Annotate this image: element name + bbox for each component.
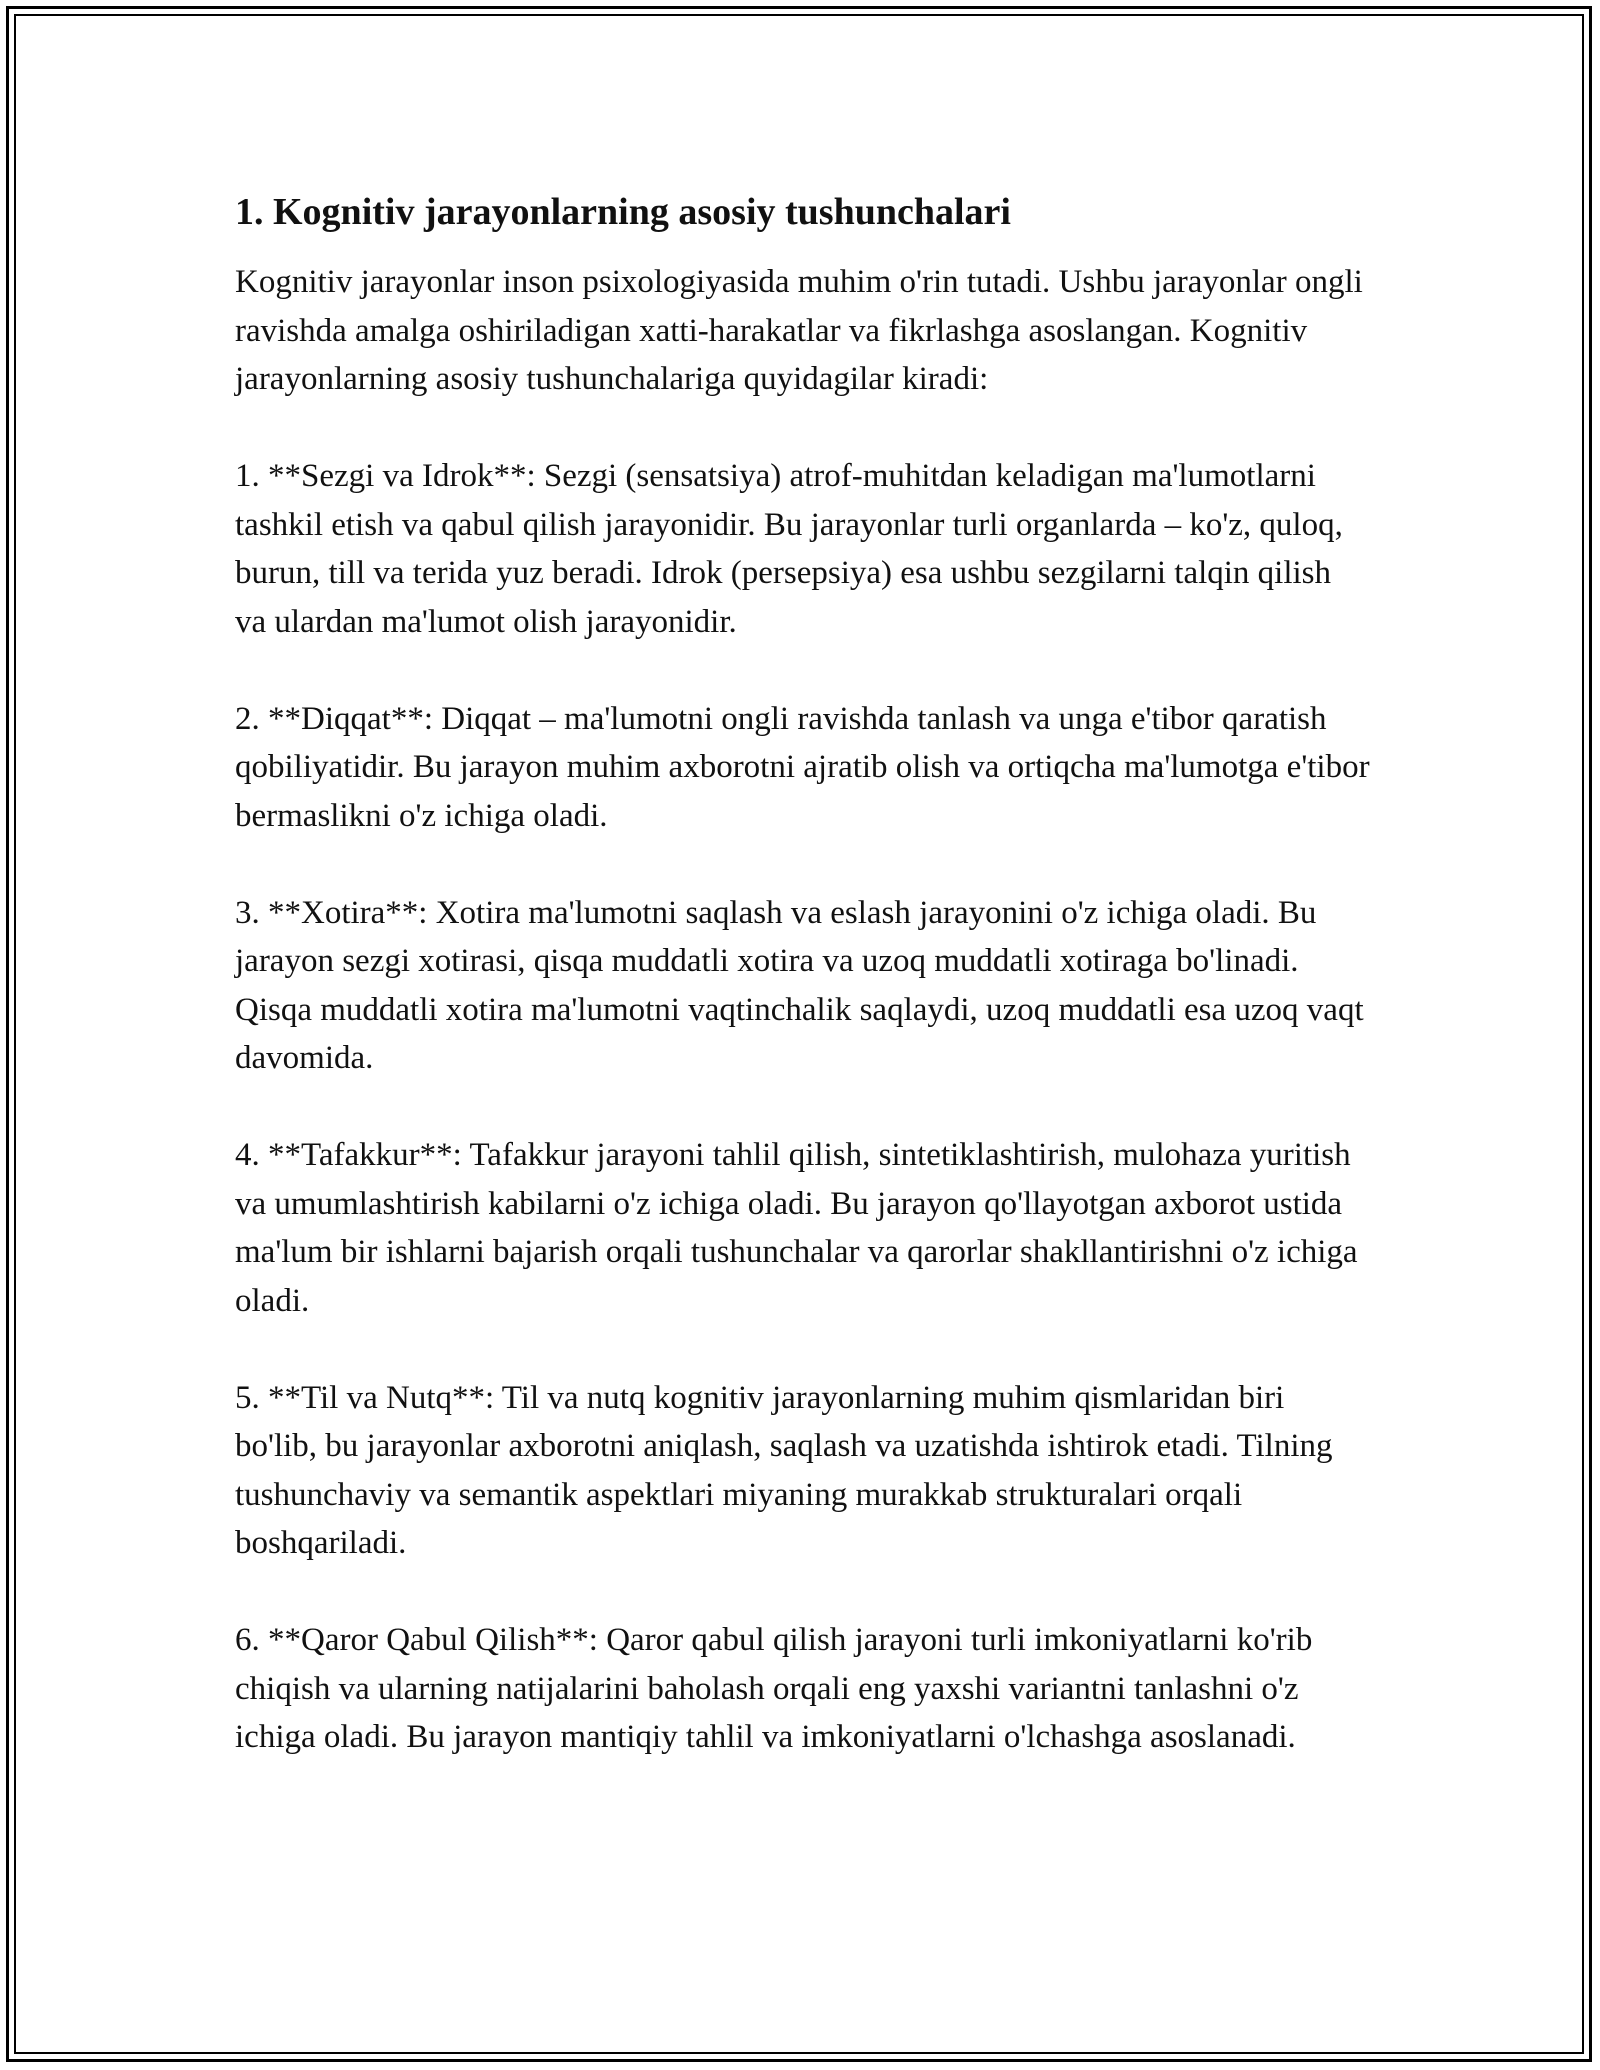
item-tafakkur: 4. **Tafakkur**: Tafakkur jarayoni tahlil qilish, sintetiklashtirish, mulohaza yuritish va umumlashtirish kabilarni o'z ichiga oladi. Bu jarayon qo'llayotgan axborot ustida ma'lum bir ishlarni bajarish orqali tushunchalar va qarorlar shakllantirishni o'z ichiga oladi. bbox=[235, 1137, 1358, 1319]
intro-paragraph: Kognitiv jarayonlar inson psixologiyasida muhim o'rin tutadi. Ushbu jarayonlar ongli ravishda amalga oshiriladigan xatti-harakatlar va fikrlashga asoslangan. Kognitiv jarayonlarning asosiy tushunchalariga quyidagilar kiradi: bbox=[235, 264, 1363, 397]
section-heading: 1. Kognitiv jarayonlarning asosiy tushunchalari bbox=[235, 191, 1011, 233]
document-body bbox=[235, 188, 1370, 1810]
item-xotira: 3. **Xotira**: Xotira ma'lumotni saqlash va eslash jarayonini o'z ichiga oladi. Bu jarayon sezgi xotirasi, qisqa muddatli xotira va uzoq muddatli xotiraga bo'linadi. Qisqa muddatli xotira ma'lumotni vaqtinchalik saqlaydi, uzoq muddatli esa uzoq vaqt davomida. bbox=[235, 894, 1364, 1076]
item-sezgi-idrok: 1. **Sezgi va Idrok**: Sezgi (sensatsiya) atrof-muhitdan keladigan ma'lumotlarni tashkil etish va qabul qilish jarayonidir. Bu jarayonlar turli organlarda – ko'z, quloq, burun, till va terida yuz beradi. Idrok (persepsiya) esa ushbu sezgilarni talqin qilish va ulardan ma'lumot olish jarayonidir. bbox=[235, 458, 1343, 640]
item-diqqat: 2. **Diqqat**: Diqqat – ma'lumotni ongli ravishda tanlash va unga e'tibor qaratish qobiliyatidir. Bu jarayon muhim axborotni ajratib olish va ortiqcha ma'lumotga e'tibor bermaslikni o'z ichiga oladi. bbox=[235, 700, 1370, 834]
item-til-nutq: 5. **Til va Nutq**: Til va nutq kognitiv jarayonlarning muhim qismlaridan biri bo'lib, bu jarayonlar axborotni aniqlash, saqlash va uzatishda ishtirok etadi. Tilning tushunchaviy va semantik aspektlari miyaning murakkab strukturalari orqali boshqariladi. bbox=[235, 1379, 1333, 1561]
item-qaror-qabul-qilish: 6. **Qaror Qabul Qilish**: Qaror qabul qilish jarayoni turli imkoniyatlarni ko'rib chiqish va ularning natijalarini baholash orqali eng yaxshi variantni tanlashni o'z ichiga oladi. Bu jarayon mantiqiy tahlil va imkoniyatlarni o'lchashga asoslanadi. bbox=[235, 1622, 1313, 1755]
